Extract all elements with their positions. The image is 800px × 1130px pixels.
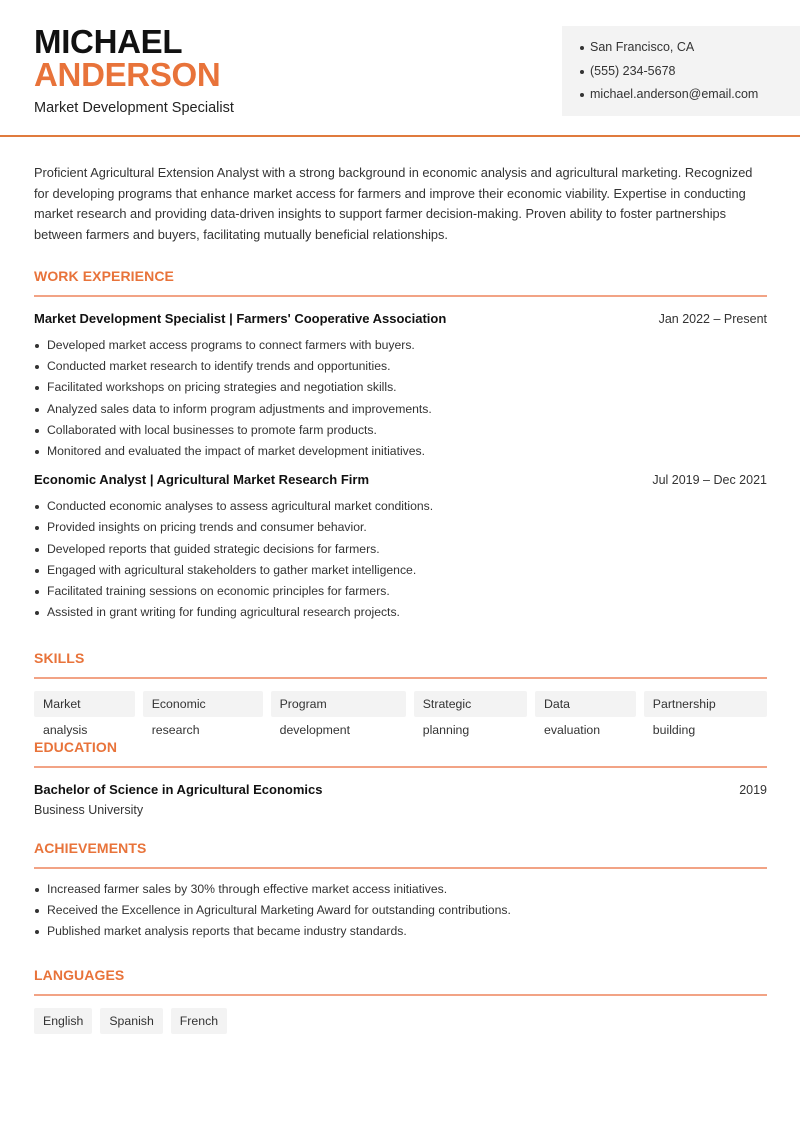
job-title: Economic Analyst | Agricultural Market Research Firm	[34, 472, 369, 488]
languages-section	[34, 966, 767, 1034]
job-entry	[34, 470, 767, 623]
job-entry	[34, 309, 767, 462]
list-item: Collaborated with local businesses to promote farm products.	[34, 420, 767, 441]
contact-location: San Francisco, CA	[580, 36, 800, 60]
job-title-headline: Market Development Specialist	[34, 100, 234, 116]
list-item: Developed market access programs to connect farmers with buyers.	[34, 335, 767, 356]
first-name: MICHAEL	[34, 23, 183, 60]
language-chip: French	[171, 1008, 227, 1034]
last-name: ANDERSON	[34, 56, 221, 93]
skills-section	[34, 649, 767, 737]
skill-chip: Program development	[271, 691, 406, 717]
section-title-skills: SKILLS	[34, 650, 85, 666]
list-item: Increased farmer sales by 30% through effective market access initiatives.	[34, 879, 767, 900]
job-bullets	[34, 335, 767, 462]
skill-chip: Strategic planning	[414, 691, 527, 717]
skill-chip: Partnership building	[644, 691, 767, 717]
contact-email[interactable]: michael.anderson@email.com	[580, 83, 800, 107]
section-divider	[34, 867, 767, 869]
list-item: Published market analysis reports that became industry standards.	[34, 921, 767, 942]
list-item: Developed reports that guided strategic decisions for farmers.	[34, 539, 767, 560]
section-divider	[34, 994, 767, 996]
skill-chip: Data evaluation	[535, 691, 636, 717]
language-chip: English	[34, 1008, 92, 1034]
section-title-work: WORK EXPERIENCE	[34, 268, 174, 284]
list-item: Monitored and evaluated the impact of market development initiatives.	[34, 441, 767, 462]
section-divider	[34, 677, 767, 679]
job-dates: Jul 2019 – Dec 2021	[652, 473, 767, 488]
section-divider	[34, 295, 767, 297]
degree: Bachelor of Science in Agricultural Economics	[34, 782, 323, 797]
section-title-languages: LANGUAGES	[34, 967, 125, 983]
skills-chips	[34, 691, 767, 737]
list-item: Received the Excellence in Agricultural Marketing Award for outstanding contributions.	[34, 900, 767, 921]
education-section	[34, 738, 767, 820]
list-item: Analyzed sales data to inform program adjustments and improvements.	[34, 399, 767, 420]
job-title: Market Development Specialist | Farmers' Cooperative Association	[34, 311, 447, 326]
language-chip: Spanish	[100, 1008, 162, 1034]
job-dates: Jan 2022 – Present	[658, 312, 767, 326]
school-name: Business University	[34, 803, 144, 817]
list-item: Conducted economic analyses to assess agricultural market conditions.	[34, 496, 767, 517]
contact-phone: (555) 234-5678	[580, 60, 800, 84]
list-item: Conducted market research to identify trends and opportunities.	[34, 356, 767, 377]
job-bullets	[34, 496, 767, 623]
language-chips	[34, 1008, 767, 1034]
achievements-section	[34, 839, 767, 943]
skill-chip: Market analysis	[34, 691, 135, 717]
resume-header	[0, 0, 800, 137]
list-item: Engaged with agricultural stakeholders to gather market intelligence.	[34, 560, 767, 581]
work-experience-section	[34, 267, 767, 623]
section-divider	[34, 766, 767, 768]
list-item: Provided insights on pricing trends and consumer behavior.	[34, 517, 767, 538]
section-title-achievements: ACHIEVEMENTS	[34, 840, 147, 856]
section-title-education: EDUCATION	[34, 739, 118, 755]
list-item: Facilitated training sessions on economic principles for farmers.	[34, 581, 767, 602]
list-item: Assisted in grant writing for funding agricultural research projects.	[34, 602, 767, 623]
summary-paragraph: Proficient Agricultural Extension Analyst with a strong background in economic analysis and agricultural marketing. Recognized for developing programs that enhance market access for farmers and improve their economic viability. Expertise in conducting market research and providing data-driven insights to support farmer decision-making. Proven ability to foster partnerships between farmers and buyers, facilitating mutually beneficial relationships.	[34, 165, 753, 242]
contact-box	[562, 26, 800, 116]
skill-chip: Economic research	[143, 691, 263, 717]
graduation-year: 2019	[739, 783, 767, 797]
list-item: Facilitated workshops on pricing strategies and negotiation skills.	[34, 377, 767, 398]
achievement-bullets	[34, 879, 767, 943]
